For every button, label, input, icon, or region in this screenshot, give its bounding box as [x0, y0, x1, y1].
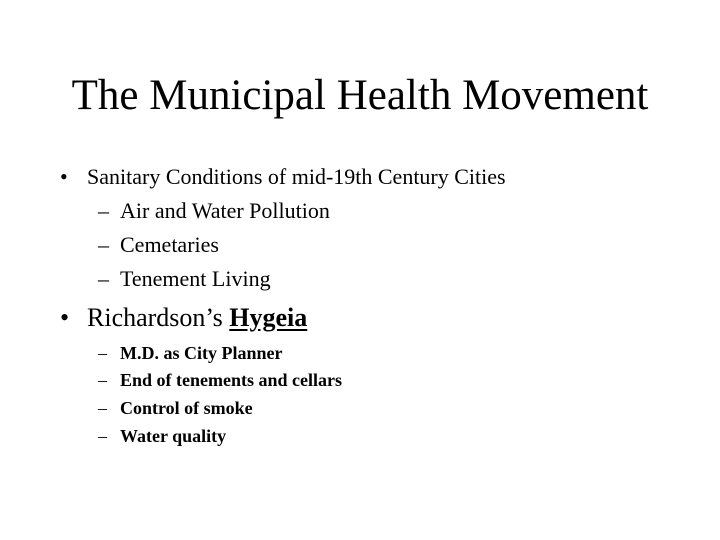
sub-bullet-item — [98, 341, 282, 365]
bullet-item — [60, 302, 307, 334]
sub-bullet-item — [98, 231, 219, 259]
slide-title: The Municipal Health Movement — [71, 72, 649, 119]
sub-bullet-text: Air and Water Pollution — [120, 198, 330, 223]
bullet-icon: • — [60, 164, 68, 189]
dash-icon: – — [98, 232, 109, 257]
sub-bullet-item — [98, 424, 226, 448]
sub-bullet-text: Control of smoke — [120, 398, 253, 418]
sub-bullet-text: Water quality — [120, 426, 227, 446]
sub-bullet-text: Tenement Living — [120, 266, 271, 291]
dash-icon: – — [98, 198, 109, 223]
dash-icon: – — [98, 370, 107, 390]
dash-icon: – — [98, 266, 109, 291]
sub-bullet-text: M.D. as City Planner — [120, 343, 283, 363]
sub-bullet-item — [98, 265, 271, 293]
sub-bullet-text: Cemetaries — [120, 232, 219, 257]
sub-bullet-item — [98, 396, 253, 420]
bullet-text-prefix: Richardson’s — [87, 303, 230, 332]
bullet-icon: • — [60, 303, 70, 332]
dash-icon: – — [98, 343, 107, 363]
dash-icon: – — [98, 426, 107, 446]
sub-bullet-item — [98, 197, 330, 225]
sub-bullet-item — [98, 368, 342, 392]
bullet-text: Sanitary Conditions of mid-19th Century Cities — [87, 164, 506, 189]
dash-icon: – — [98, 398, 107, 418]
sub-bullet-text: End of tenements and cellars — [120, 370, 342, 390]
bullet-item — [60, 163, 506, 191]
bullet-text-emphasis: Hygeia — [229, 303, 308, 332]
